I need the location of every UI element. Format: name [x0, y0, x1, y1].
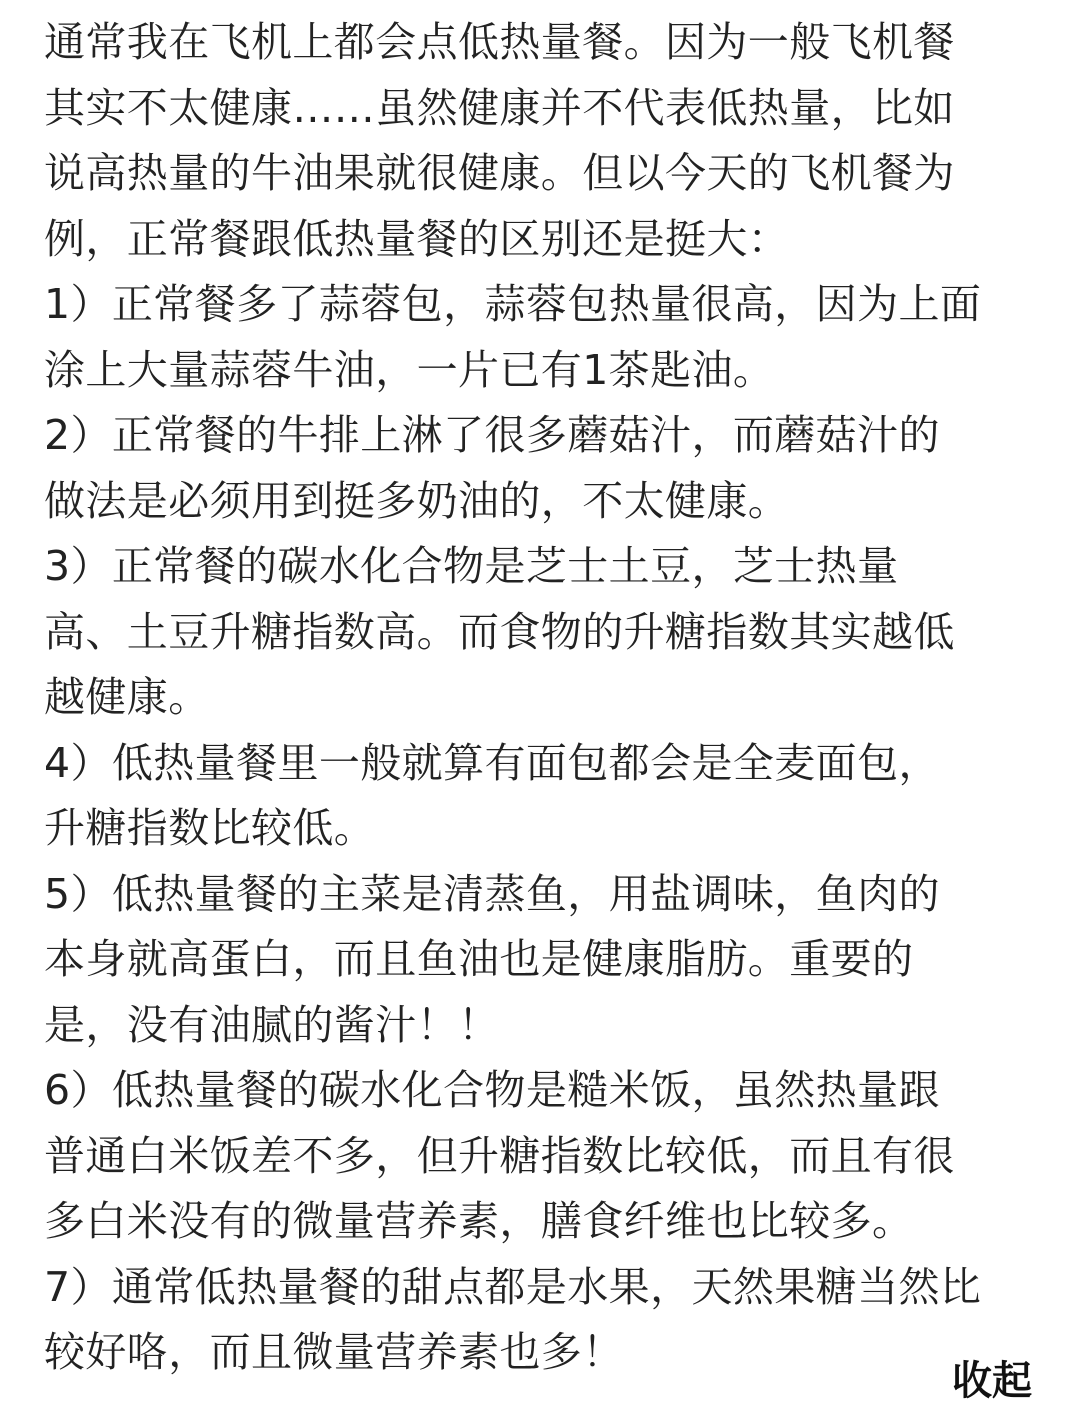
post-text-line: 较好咯，而且微量营养素也多！ [44, 1328, 624, 1376]
post-text-line: 本身就高蛋白，而且鱼油也是健康脂肪。重要的 [44, 935, 914, 983]
post-text-line: 3）正常餐的碳水化合物是芝士土豆，芝士热量 [44, 542, 899, 590]
post-text-line: 1）正常餐多了蒜蓉包，蒜蓉包热量很高，因为上面 [44, 280, 982, 328]
post-body [44, 10, 1044, 1386]
post-text-line: 说高热量的牛油果就很健康。但以今天的飞机餐为 [44, 149, 955, 197]
post-text-line: 普通白米饭差不多，但升糖指数比较低，而且有很 [44, 1131, 955, 1180]
post-text-line: 其实不太健康……虽然健康并不代表低热量，比如 [44, 83, 955, 132]
post-text-line: 做法是必须用到挺多奶油的，不太健康。 [44, 476, 790, 525]
post-text-line: 多白米没有的微量营养素，膳食纤维也比较多。 [44, 1197, 914, 1245]
post-text-line: 4）低热量餐里一般就算有面包都会是全麦面包， [44, 738, 940, 787]
post-text-line: 通常我在飞机上都会点低热量餐。因为一般飞机餐 [44, 18, 955, 66]
post-text-line: 2）正常餐的牛排上淋了很多蘑菇汁，而蘑菇汁的 [44, 411, 940, 459]
post-text-line: 7）通常低热量餐的甜点都是水果，天然果糖当然比 [44, 1262, 982, 1311]
post-text-line: 升糖指数比较低。 [44, 804, 376, 852]
post-text-line: 6）低热量餐的碳水化合物是糙米饭，虽然热量跟 [44, 1066, 940, 1114]
post-text-line: 涂上大量蒜蓉牛油，一片已有1茶匙油。 [44, 345, 775, 394]
post-text-line: 例，正常餐跟低热量餐的区别还是挺大： [44, 214, 790, 263]
post-text-line: 高、土豆升糖指数高。而食物的升糖指数其实越低 [44, 607, 955, 656]
collapse-button[interactable]: 收起 [952, 1358, 1032, 1404]
post-text-line: 5）低热量餐的主菜是清蒸鱼，用盐调味，鱼肉的 [44, 869, 940, 918]
post-text-line: 是，没有油腻的酱汁！！ [44, 1000, 500, 1049]
post-text-line: 越健康。 [44, 673, 210, 721]
